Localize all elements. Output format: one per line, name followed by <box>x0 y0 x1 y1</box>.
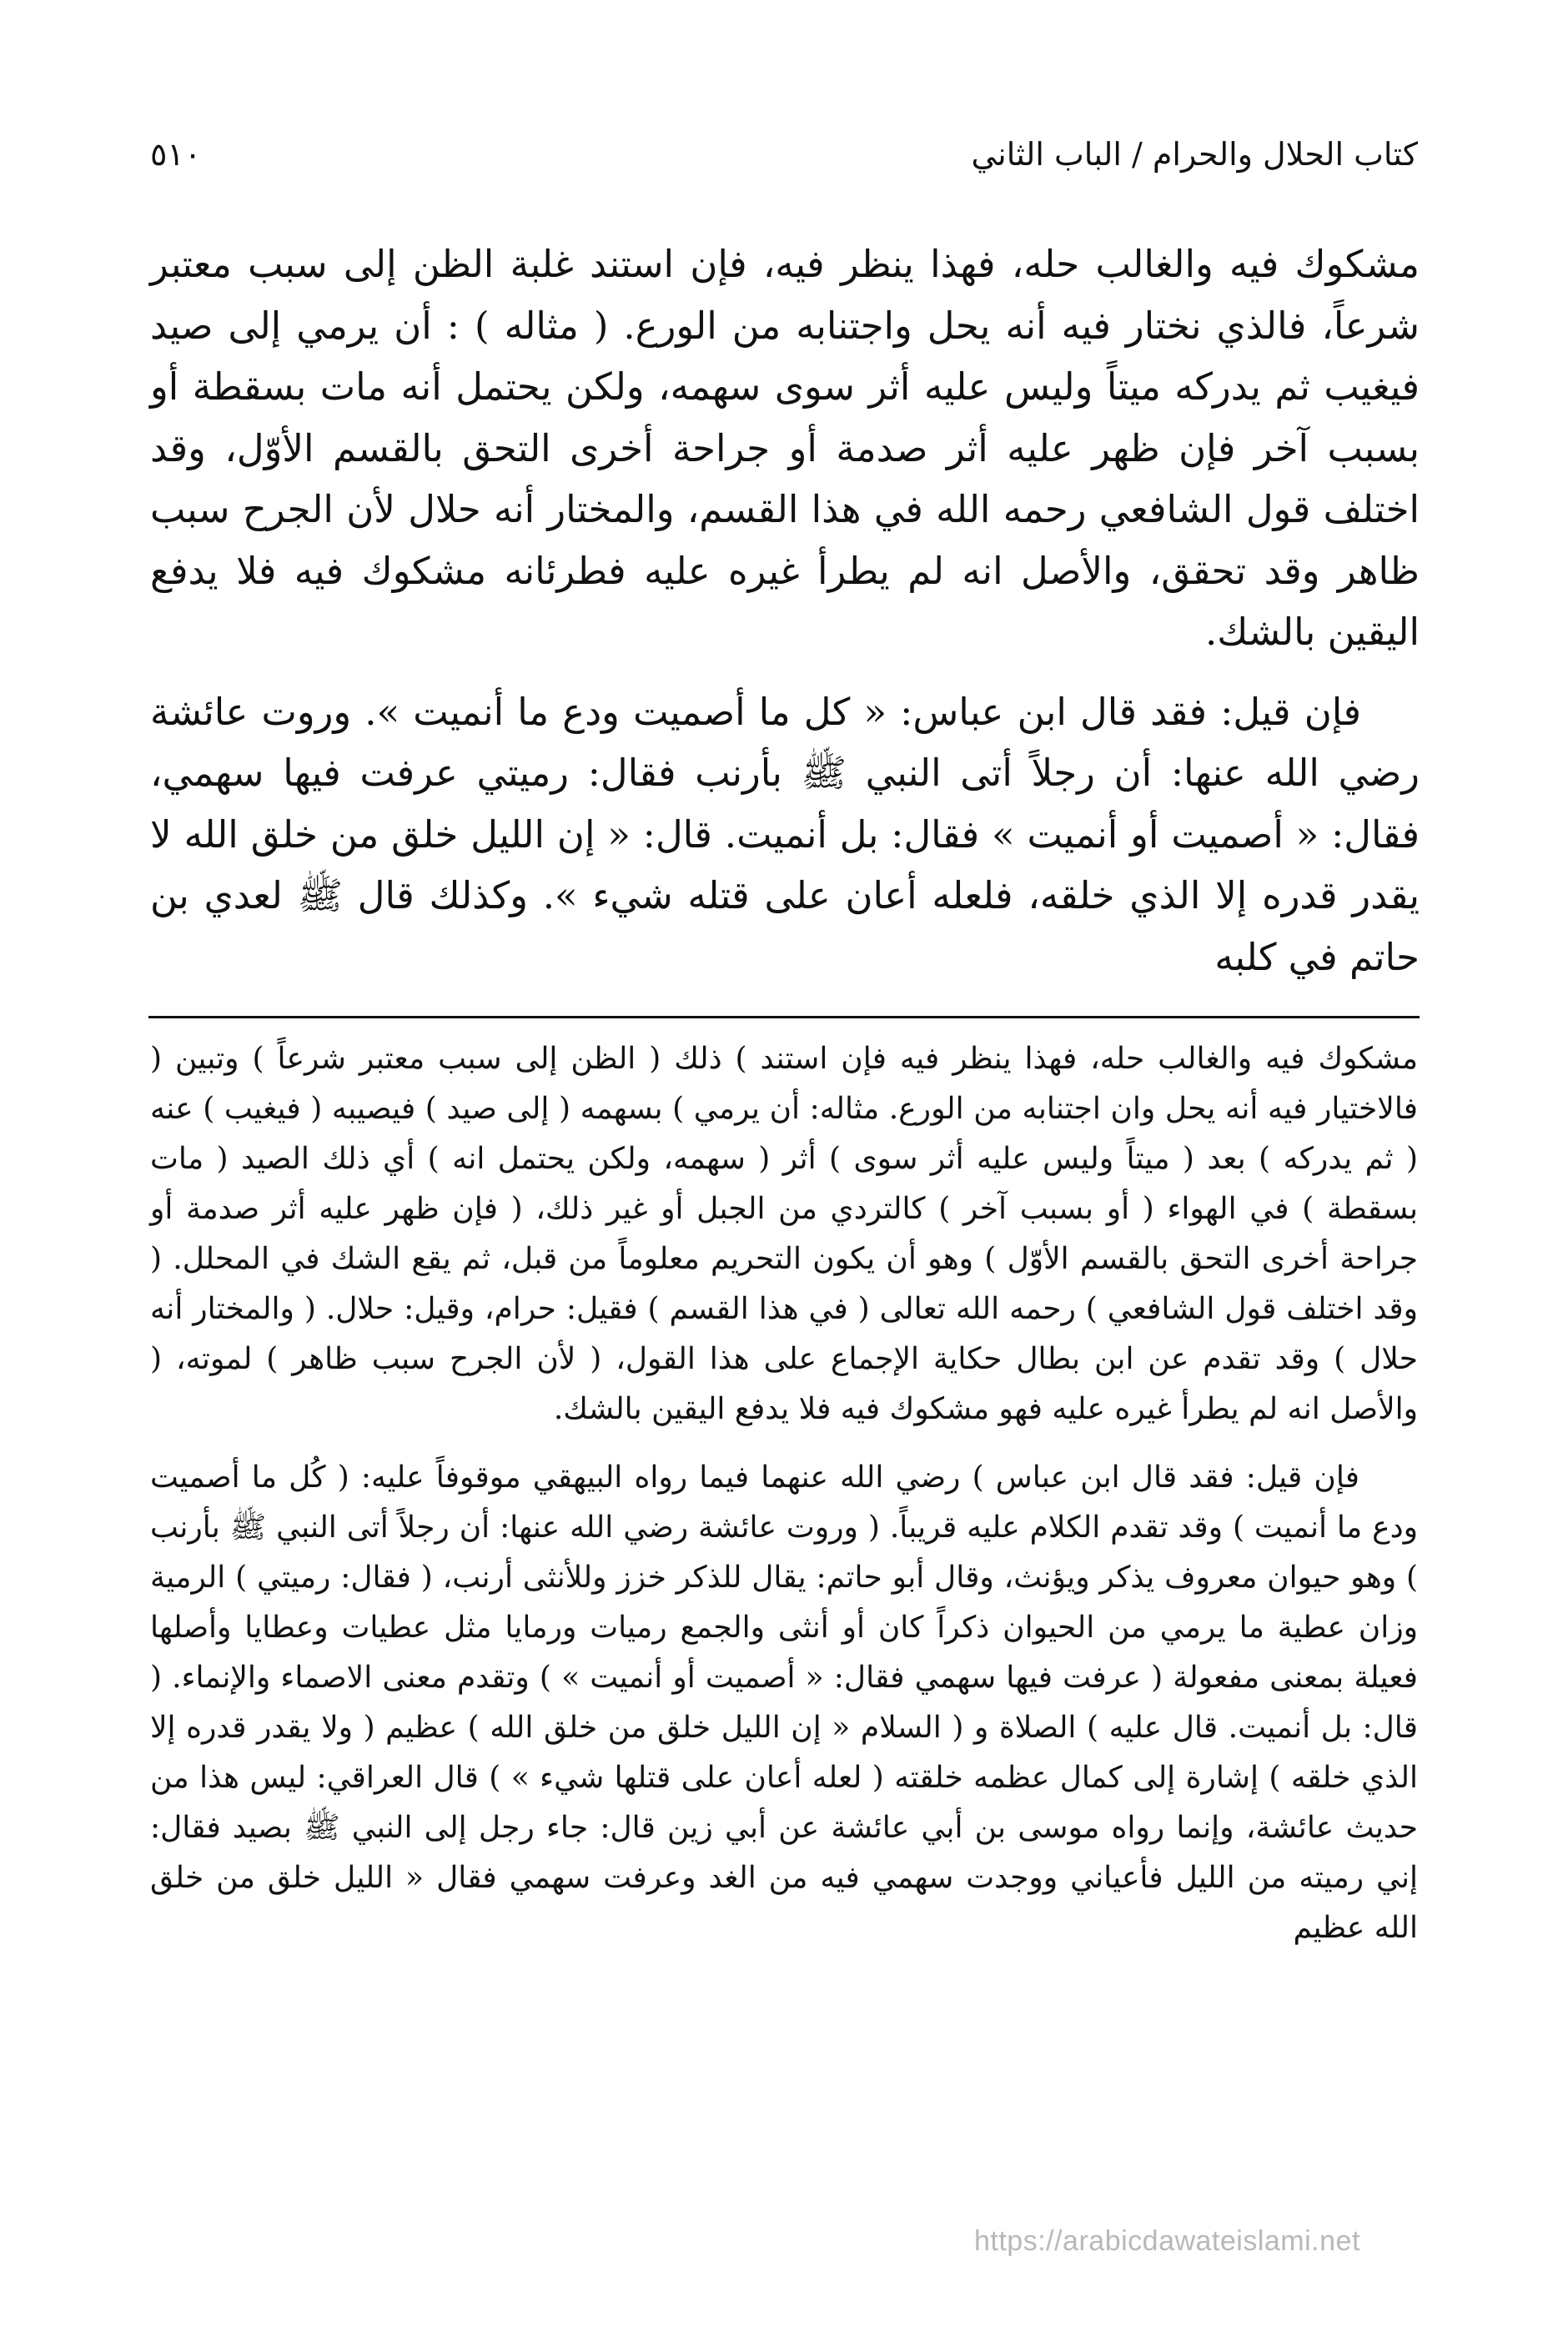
main-paragraph-1: مشكوك فيه والغالب حله، فهذا ينظر فيه، فإن استند غلبة الظن إلى سبب معتبر شرعاً، فالذي نختار فيه أنه يحل واجتنابه من الورع. ( مثاله ) : أن يرمي إلى صيد فيغيب ثم يدركه ميتاً وليس عليه أثر سوى سهمه، ولكن يحتمل أنه مات بسقطة أو بسبب آخر فإن ظهر عليه أثر صدمة أو جراحة أخرى التحق بالقسم الأوّل، وقد اختلف قول الشافعي رحمه الله في هذا القسم، والمختار أنه حلال لأن الجرح سبب ظاهر وقد تحقق، والأصل انه لم يطرأ غيره عليه فطرئانه مشكوك فيه فلا يدفع اليقين بالشك. <box>150 242 1420 654</box>
commentary-text <box>150 1034 1418 1972</box>
running-title: كتاب الحلال والحرام / الباب الثاني <box>971 136 1418 173</box>
watermark-url: https://arabicdawateislami.net <box>974 2225 1360 2257</box>
main-paragraph-2: فإن قيل: فقد قال ابن عباس: « كل ما أصميت ودع ما أنميت ». وروت عائشة رضي الله عنها: أن رجلاً أتى النبي ﷺ بأرنب فقال: رميتي عرفت فيها سهمي، فقال: « أصميت أو أنميت » فقال: بل أنميت. قال: « إن الليل خلق من خلق الله لا يقدر قدره إلا الذي خلقه، فلعله أعان على قتله شيء ». وكذلك قال ﷺ لعدي بن حاتم في كلبه <box>150 689 1420 979</box>
main-text <box>150 234 1420 1006</box>
page-header <box>150 125 1418 183</box>
page-number: ٥١٠ <box>150 136 202 173</box>
commentary-paragraph-1: مشكوك فيه والغالب حله، فهذا ينظر فيه فإن استند ) ذلك ( الظن إلى سبب معتبر شرعاً ) وتبين ( فالاختيار فيه أنه يحل وان اجتنابه من الورع. مثاله: أن يرمي ) بسهمه ( إلى صيد ) فيصيبه ( فيغيب ) عنه ( ثم يدركه ) بعد ( ميتاً وليس عليه أثر سوى ) أثر ( سهمه، ولكن يحتمل انه ) أي ذلك الصيد ( مات بسقطة ) في الهواء ( أو بسبب آخر ) كالتردي من الجبل أو غير ذلك، ( فإن ظهر عليه أثر صدمة أو جراحة أخرى التحق بالقسم الأوّل ) وهو أن يكون التحريم معلوماً من قبل، ثم يقع الشك في المحلل. ( وقد اختلف قول الشافعي ) رحمه الله تعالى ( في هذا القسم ) فقيل: حرام، وقيل: حلال. ( والمختار أنه حلال ) وقد تقدم عن ابن بطال حكاية الإجماع على هذا القول، ( لأن الجرح سبب ظاهر ) لموته، ( والأصل انه لم يطرأ غيره عليه فهو مشكوك فيه فلا يدفع اليقين بالشك. <box>150 1042 1418 1426</box>
commentary-paragraph-2: فإن قيل: فقد قال ابن عباس ) رضي الله عنهما فيما رواه البيهقي موقوفاً عليه: ( كُل ما أصميت ودع ما أنميت ) وقد تقدم الكلام عليه قريباً. ( وروت عائشة رضي الله عنها: أن رجلاً أتى النبي ﷺ بأرنب ) وهو حيوان معروف يذكر ويؤنث، وقال أبو حاتم: يقال للذكر خزز وللأنثى أرنب، ( فقال: رميتي ) الرمية وزان عطية ما يرمي من الحيوان ذكراً كان أو أنثى والجمع رميات ورمايا مثل عطيات وعطايا وأصلها فعيلة بمعنى مفعولة ( عرفت فيها سهمي فقال: « أصميت أو أنميت » ) وتقدم معنى الاصماء والإنماء. ( قال: بل أنميت. قال عليه ) الصلاة و ( السلام « إن الليل خلق من خلق الله ) عظيم ( ولا يقدر قدره إلا الذي خلقه ) إشارة إلى كمال عظمه خلقته ( لعله أعان على قتلها شيء » ) قال العراقي: ليس هذا من حديث عائشة، وإنما رواه موسى بن أبي عائشة عن أبي زين قال: جاء رجل إلى النبي ﷺ بصيد فقال: إني رميته من الليل فأعياني ووجدت سهمي فيه من الغد وعرفت سهمي فقال « الليل خلق من خلق الله عظيم <box>150 1460 1419 1945</box>
separator-rule <box>148 1016 1420 1018</box>
